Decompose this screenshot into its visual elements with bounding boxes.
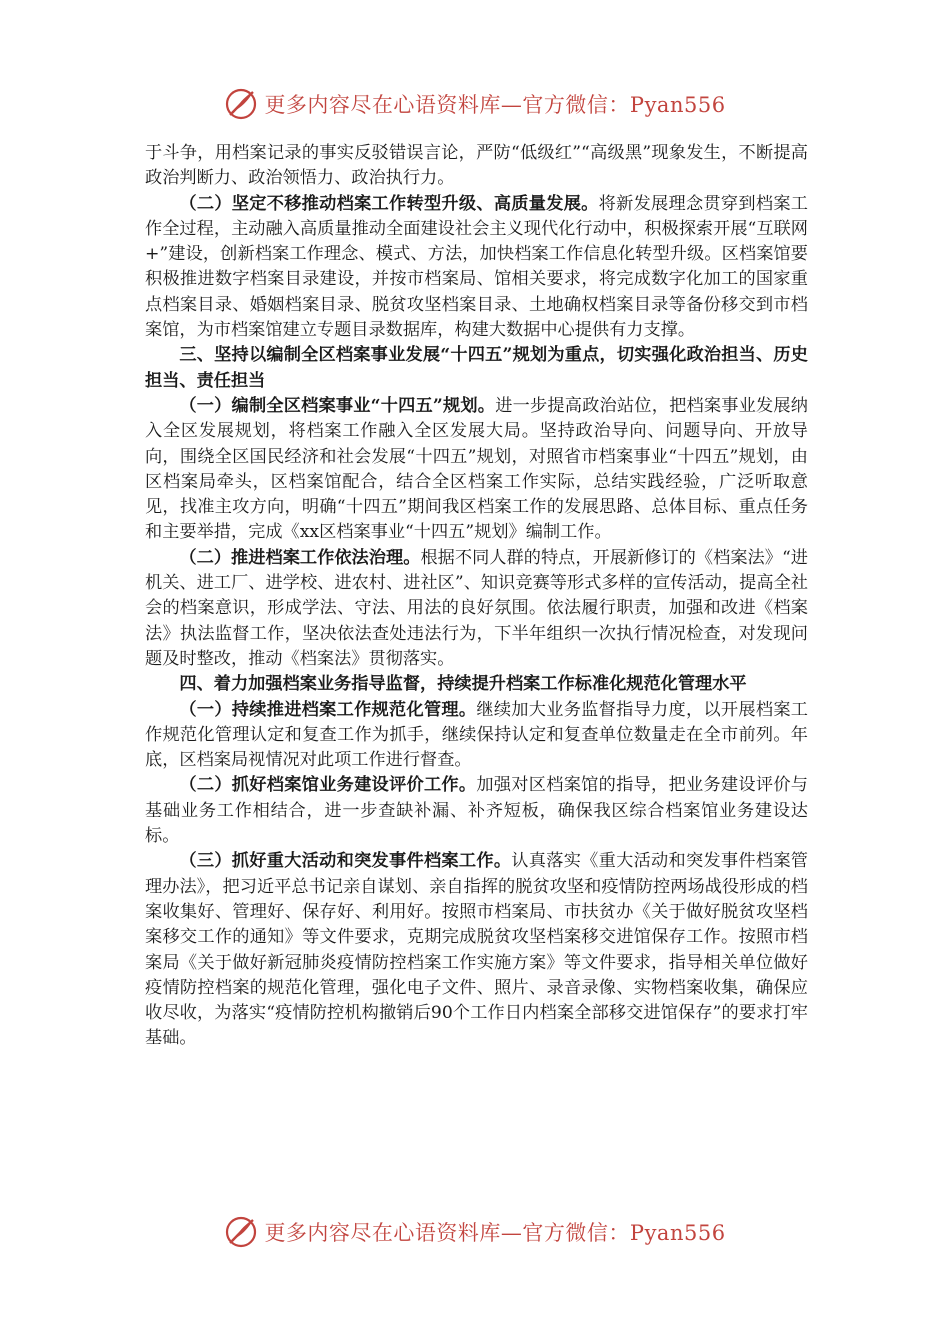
paragraph-text: 进一步提高政治站位，把档案事业发展纳入全区发展规划，将档案工作融入全区发展大局。坚持政治导向、问题导向、开放导向，围绕全区国民经济和社会发展“十四五”规划，对照省市档案事业“十四五”规划，由区档案局牵头，区档案馆配合，结合全区档案工作实际，总结实践经验，广泛听取意见，找准主攻方向，明确“十四五”期间我区档案工作的发展思路、总体目标、重点任务和主要举措，完成《xx区档案事业“十四五”规划》编制工作。: [145, 395, 808, 543]
subsection-title: （二）坚定不移推动档案工作转型升级、高质量发展。: [179, 193, 599, 214]
watermark-header: [0, 84, 950, 124]
paragraph-text: 继续加大业务监督指导力度，以开展档案工作规范化管理认定和复查工作为抓手，继续保持认定和复查单位数量走在全市前列。年底，区档案局视情况对此项工作进行督查。: [145, 699, 808, 771]
paragraph-text: 将新发展理念贯穿到档案工作全过程，主动融入高质量推动全面建设社会主义现代化行动中，积极探索开展“互联网+”建设，创新档案工作理念、模式、方法，加快档案工作信息化转型升级。区档案馆要积极推进数字档案目录建设，并按市档案局、馆相关要求，将完成数字化加工的国家重点档案目录、婚姻档案目录、脱贫攻坚档案目录、土地确权档案目录等备份移交到市档案馆，为市档案馆建立专题目录数据库，构建大数据中心提供有力支撑。: [145, 193, 808, 341]
watermark-footer: [0, 1212, 950, 1252]
paragraph: [145, 849, 808, 1051]
subsection-title: （二）推进档案工作依法治理。: [179, 547, 421, 568]
paragraph-text: 加强对区档案馆的指导，把业务建设评价与基础业务工作相结合，进一步查缺补漏、补齐短板，确保我区综合档案馆业务建设达标。: [145, 775, 808, 847]
paragraph: [145, 546, 808, 672]
paragraph: [145, 192, 808, 344]
subsection-title: （一）编制全区档案事业“十四五”规划。: [179, 395, 496, 416]
document-body: [145, 141, 808, 1052]
subsection-title: （二）抓好档案馆业务建设评价工作。: [179, 775, 477, 796]
paragraph-text: 根据不同人群的特点，开展新修订的《档案法》“进机关、进工厂、进学校、进农村、进社区”、知识竞赛等形式多样的宣传活动，提高全社会的档案意识，形成学法、守法、用法的良好氛围。依法履行职责，加强和改进《档案法》执法监督工作，坚决依法查处违法行为，下半年组织一次执行情况检查，对发现问题及时整改，推动《档案法》贯彻落实。: [145, 547, 808, 669]
quill-logo-icon: [224, 87, 258, 121]
paragraph-text: 认真落实《重大活动和突发事件档案管理办法》，把习近平总书记亲自谋划、亲自指挥的脱贫攻坚和疫情防控两场战役形成的档案收集好、管理好、保存好、利用好。按照市档案局、市扶贫办《关于做好脱贫攻坚档案移交工作的通知》等文件要求，克期完成脱贫攻坚档案移交进馆保存工作。按照市档案局《关于做好新冠肺炎疫情防控档案工作实施方案》等文件要求，指导相关单位做好疫情防控档案的规范化管理，强化电子文件、照片、录音录像、实物档案收集，确保应收尽收，为落实“疫情防控机构撤销后90个工作日内档案全部移交进馆保存”的要求打牢基础。: [145, 851, 808, 1049]
quill-logo-icon: [224, 1215, 258, 1249]
subsection-title: （一）持续推进档案工作规范化管理。: [179, 699, 477, 720]
section-heading: 四、着力加强档案业务指导监督，持续提升档案工作标准化规范化管理水平: [179, 674, 747, 695]
subsection-title: （三）抓好重大活动和突发事件档案工作。: [179, 851, 512, 872]
paragraph-text: 于斗争，用档案记录的事实反驳错误言论，严防“低级红”“高级黑”现象发生，不断提高政治判断力、政治领悟力、政治执行力。: [145, 143, 808, 189]
paragraph: [145, 773, 808, 849]
paragraph: [145, 394, 808, 546]
paragraph: [145, 698, 808, 774]
paragraph: [145, 141, 808, 192]
watermark-text: 更多内容尽在心语资料库—官方微信：Pyan556: [264, 93, 726, 117]
section-heading: 三、坚持以编制全区档案事业发展“十四五”规划为重点，切实强化政治担当、历史担当、责任担当: [145, 345, 808, 391]
watermark-text: 更多内容尽在心语资料库—官方微信：Pyan556: [264, 1221, 726, 1245]
